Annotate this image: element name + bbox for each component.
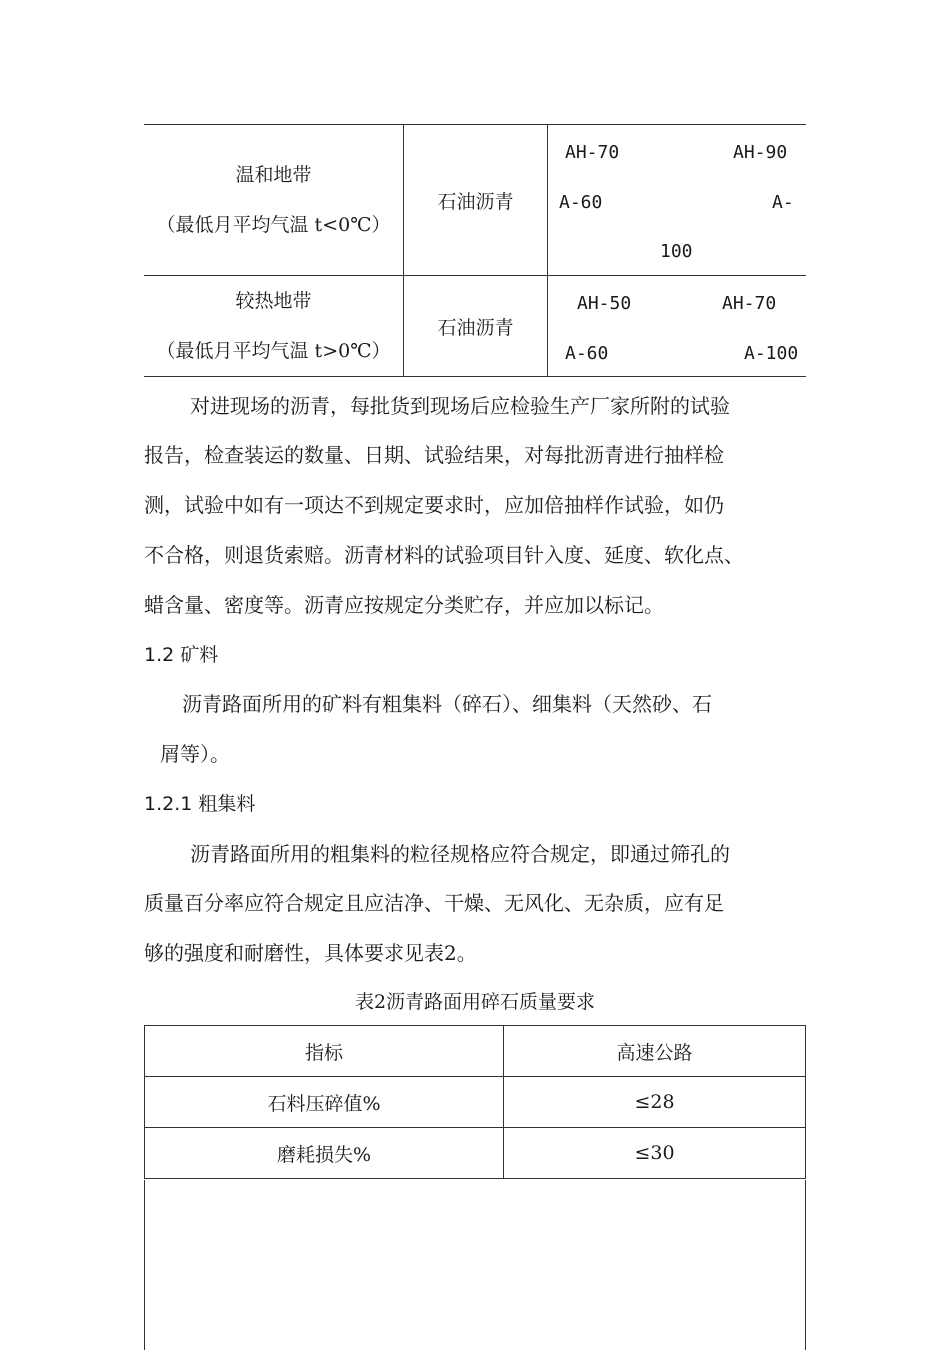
zone-condition: （最低月平均气温 t>0℃） — [156, 340, 391, 362]
table-row — [145, 1128, 806, 1179]
material-cell: 石油沥青 — [404, 276, 548, 377]
grade-label: AH-50 — [577, 293, 632, 314]
table-cell: 磨耗损失% — [145, 1128, 504, 1179]
zone-cell — [144, 276, 404, 377]
table-cell: ≤30 — [504, 1128, 806, 1179]
grades-cell — [548, 125, 807, 276]
table-caption: 表2沥青路面用碎石质量要求 — [354, 991, 596, 1013]
section-heading: 1.2 矿料 — [144, 644, 219, 666]
paragraph-line: 沥青路面所用的矿料有粗集料（碎石）、细集料（天然砂、石 — [182, 692, 712, 716]
table-row — [144, 276, 806, 377]
paragraph-line: 屑等）。 — [160, 742, 230, 766]
subsection-heading: 1.2.1 粗集料 — [144, 793, 256, 815]
table-cell: 石料压碎值% — [145, 1077, 504, 1128]
paragraph-line: 蜡含量、密度等。沥青应按规定分类贮存，并应加以标记。 — [144, 593, 664, 617]
grade-label: AH-90 — [733, 142, 788, 163]
grade-label: A-100 — [744, 343, 799, 364]
material-cell: 石油沥青 — [404, 125, 548, 276]
paragraph-line: 不合格，则退货索赔。沥青材料的试验项目针入度、延度、软化点、 — [144, 543, 744, 567]
grade-label: AH-70 — [722, 293, 777, 314]
paragraph-line: 够的强度和耐磨性，具体要求见表2。 — [144, 941, 477, 965]
table-cell: ≤28 — [504, 1077, 806, 1128]
zone-name: 较热地带 — [235, 290, 312, 312]
paragraph-line: 报告，检查装运的数量、日期、试验结果，对每批沥青进行抽样检 — [144, 443, 724, 467]
paragraph-line: 对进现场的沥青，每批货到现场后应检验生产厂家所附的试验 — [190, 394, 730, 418]
grade-label: 100 — [660, 241, 693, 262]
table-row — [145, 1077, 806, 1128]
table-header-row — [145, 1026, 806, 1077]
grade-label: A- — [772, 192, 794, 213]
zone-condition: （最低月平均气温 t<0℃） — [156, 214, 391, 236]
empty-table-area — [144, 1180, 806, 1350]
grade-label: A-60 — [565, 343, 609, 364]
grades-cell — [548, 276, 807, 377]
grade-label: A-60 — [559, 192, 603, 213]
paragraph-line: 测，试验中如有一项达不到规定要求时，应加倍抽样作试验，如仍 — [144, 493, 724, 517]
paragraph-line: 沥青路面所用的粗集料的粒径规格应符合规定，即通过筛孔的 — [190, 842, 730, 866]
asphalt-grade-table — [144, 124, 806, 377]
aggregate-quality-table — [144, 1025, 806, 1179]
paragraph-line: 质量百分率应符合规定且应洁净、干燥、无风化、无杂质，应有足 — [144, 891, 724, 915]
zone-name: 温和地带 — [235, 164, 312, 186]
header-cell: 高速公路 — [504, 1026, 806, 1077]
zone-cell — [144, 125, 404, 276]
grade-label: AH-70 — [565, 142, 620, 163]
table-row — [144, 125, 806, 276]
header-cell: 指标 — [145, 1026, 504, 1077]
